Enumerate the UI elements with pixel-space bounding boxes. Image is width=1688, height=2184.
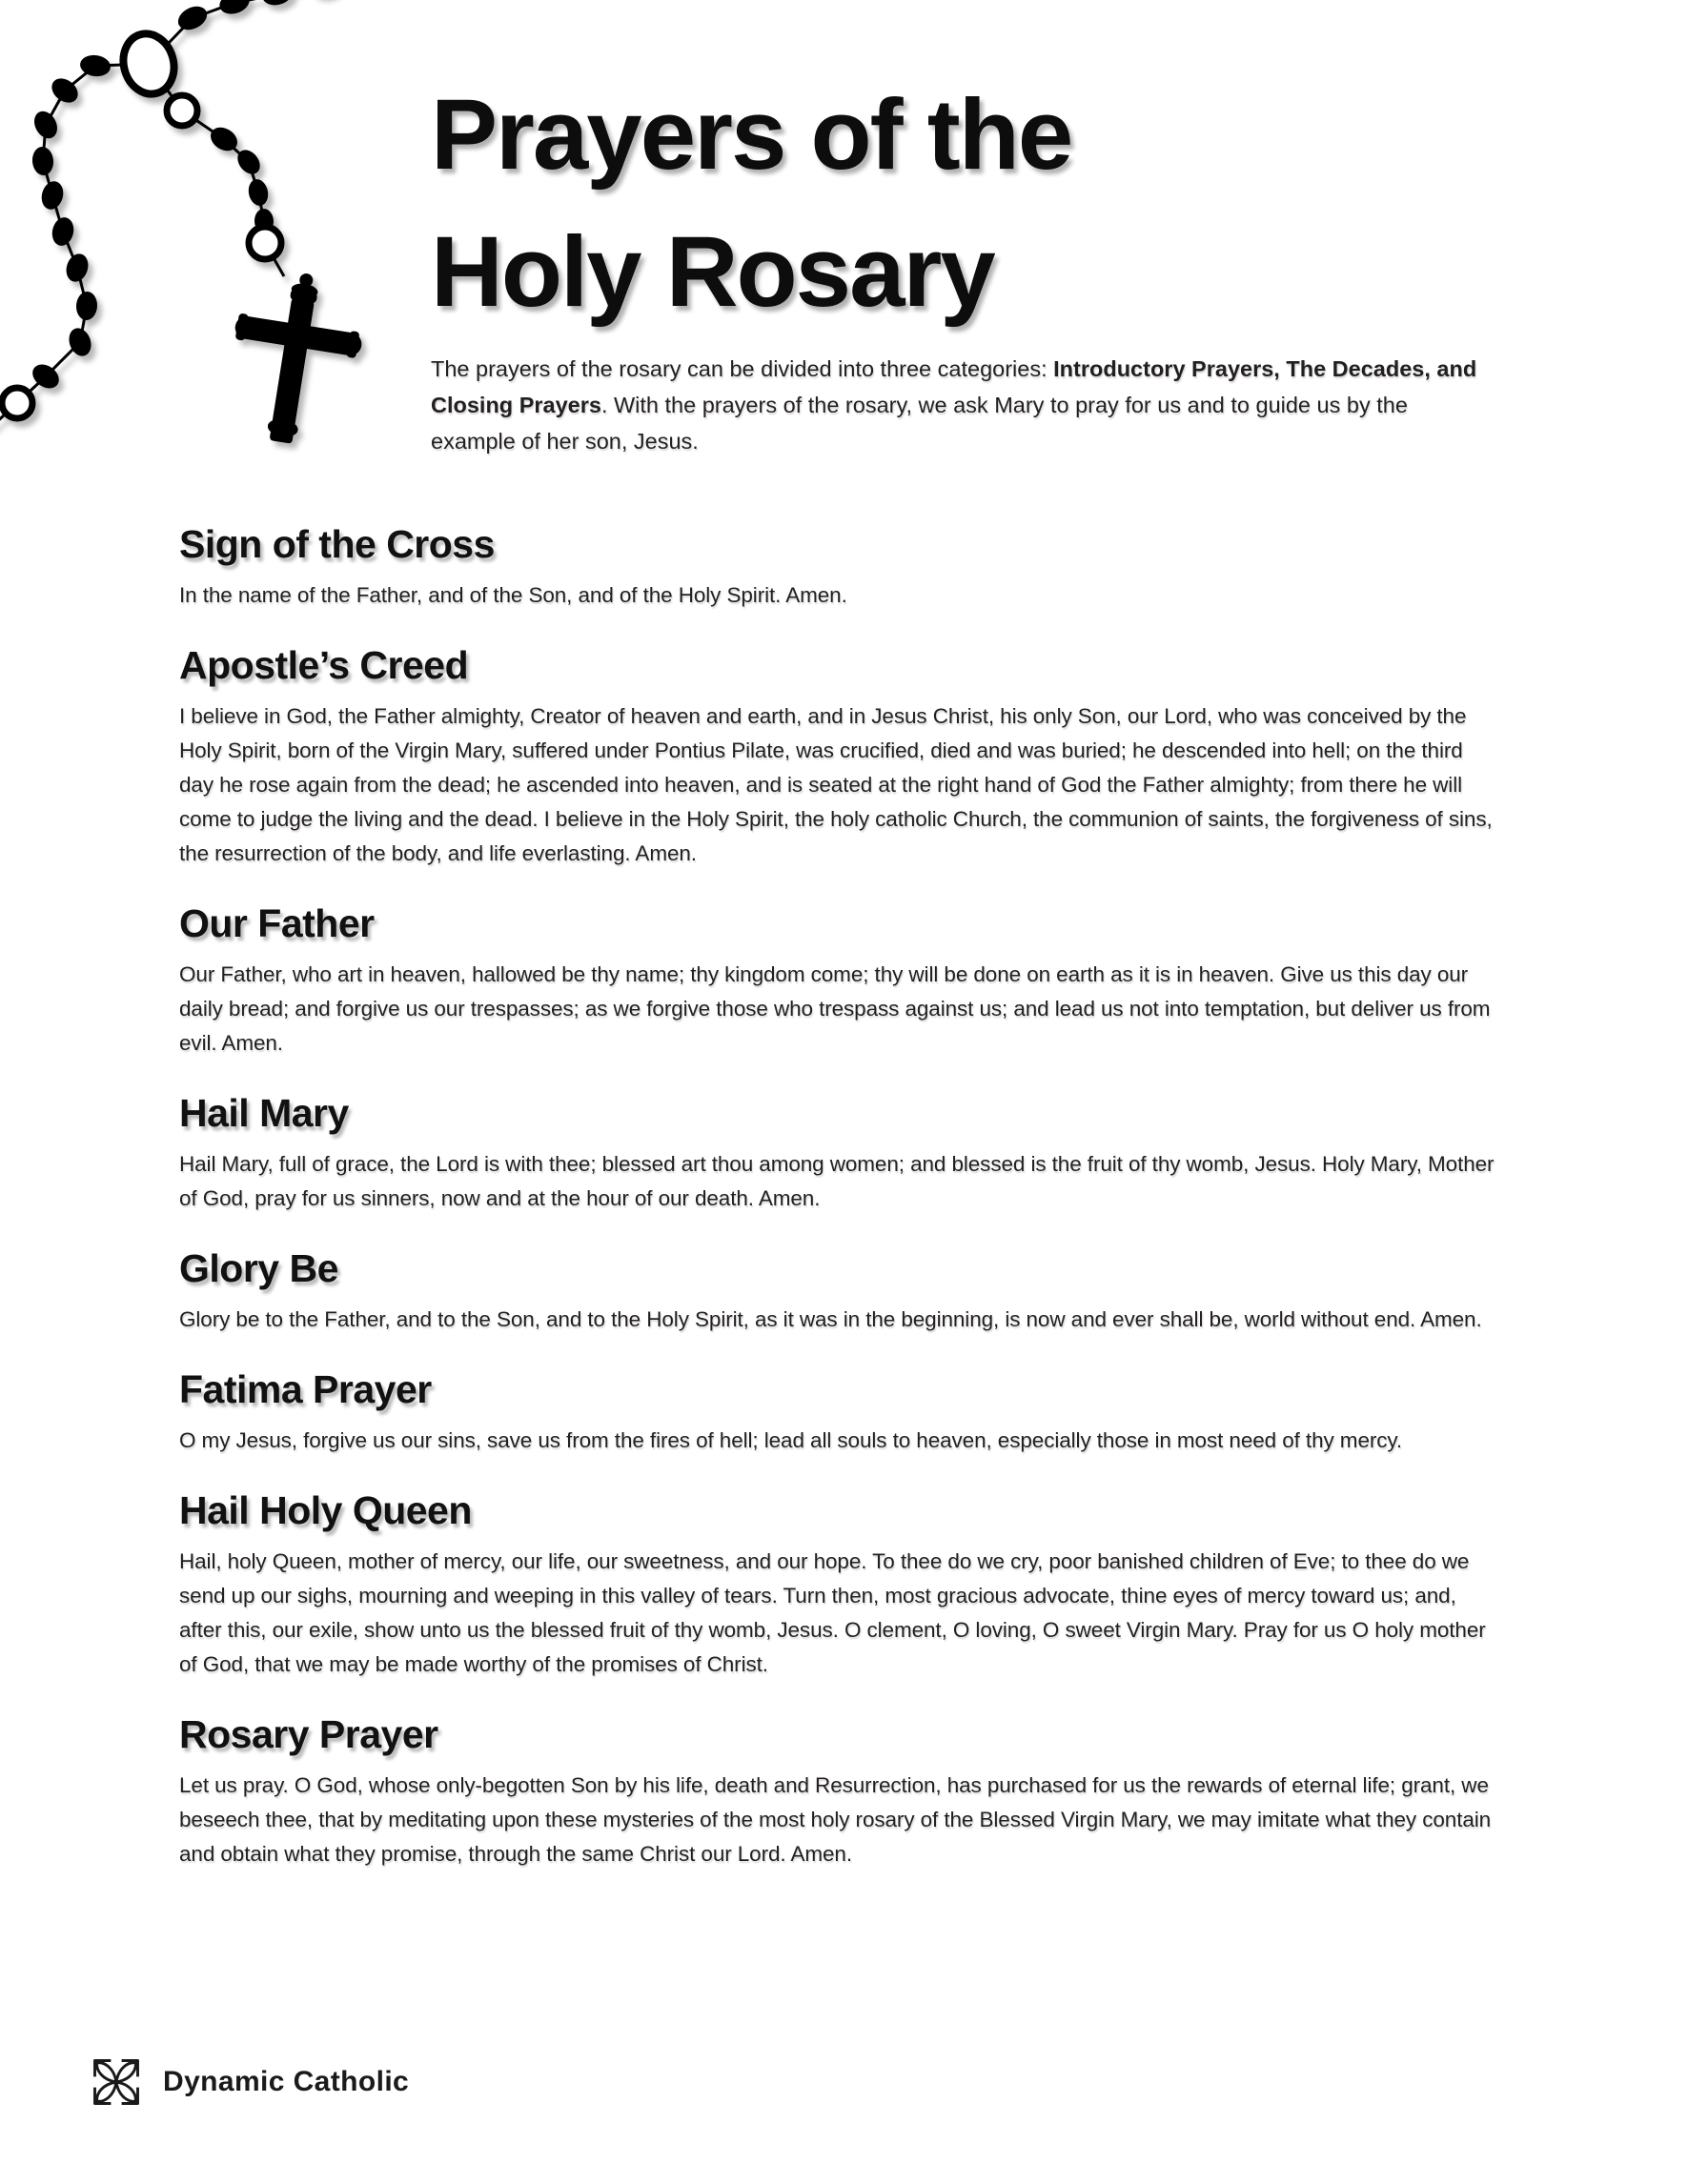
intro-text-bold: Introductory Prayers, The Decades, and Closing Prayers (431, 356, 1477, 418)
page-header (431, 67, 1479, 341)
intro-text-pre: The prayers of the rosary can be divided into three categories: (431, 356, 1054, 381)
page-title-line1: Prayers of the (431, 79, 1072, 191)
prayer-section (179, 901, 1498, 1061)
section-body: In the name of the Father, and of the Son, and of the Holy Spirit. Amen. (179, 583, 847, 607)
section-body: O my Jesus, forgive us our sins, save us from the fires of hell; lead all souls to heaven, especially those in most need of thy mercy. (179, 1428, 1403, 1452)
rosary-marker-beads (2, 28, 281, 418)
prayer-section (179, 1712, 1498, 1871)
crucifix-icon (218, 264, 371, 453)
prayer-sections (179, 522, 1498, 1877)
section-body: Hail Mary, full of grace, the Lord is with thee; blessed art thou among women; and blessed is the fruit of thy womb, Jesus. Holy Mary, Mother of God, pray for us sinners, now and at the hour of our death. Amen. (179, 1152, 1495, 1210)
section-heading: Glory Be (179, 1246, 338, 1290)
dynamic-catholic-logo-icon (91, 2056, 142, 2108)
page-footer (91, 2056, 409, 2108)
section-heading: Our Father (179, 901, 375, 945)
section-heading: Sign of the Cross (179, 522, 495, 566)
prayer-section (179, 643, 1498, 871)
prayer-section (179, 1488, 1498, 1682)
rosary-illustration (0, 0, 406, 475)
prayer-section (179, 1091, 1498, 1216)
section-heading: Hail Mary (179, 1091, 349, 1135)
brand-name: Dynamic Catholic (163, 2066, 410, 2097)
intro-paragraph (431, 351, 1479, 459)
section-heading: Fatima Prayer (179, 1367, 432, 1411)
intro-text-post: . With the prayers of the rosary, we ask Mary to pray for us and to guide us by the example of her son, Jesus. (431, 393, 1408, 455)
section-heading: Rosary Prayer (179, 1712, 438, 1756)
prayer-section (179, 1246, 1498, 1337)
prayer-section (179, 522, 1498, 613)
page-title-line2: Holy Rosary (431, 215, 994, 328)
section-body: Hail, holy Queen, mother of mercy, our life, our sweetness, and our hope. To thee do we cry, poor banished children of Eve; to thee do we send up our sighs, mourning and weeping in this valley of tears. Turn then, most gracious advocate, thine eyes of mercy toward us; and, after this, our exile, show unto us the blessed fruit of thy womb, Jesus. O clement, O loving, O sweet Virgin Mary. Pray for us O holy mother of God, that we may be made worthy of the promises of Christ. (179, 1549, 1486, 1676)
section-body: Glory be to the Father, and to the Son, and to the Holy Spirit, as it was in the beginning, is now and ever shall be, world without end. Amen. (179, 1307, 1482, 1331)
section-body: Our Father, who art in heaven, hallowed be thy name; thy kingdom come; thy will be done on earth as it is in heaven. Give us this day our daily bread; and forgive us our trespasses; as we forgive those who trespass against us; and lead us not into temptation, but deliver us from evil. Amen. (179, 962, 1491, 1055)
section-heading: Hail Holy Queen (179, 1488, 472, 1532)
prayer-section (179, 1367, 1498, 1458)
page-title (431, 67, 1479, 341)
section-body: I believe in God, the Father almighty, Creator of heaven and earth, and in Jesus Christ, his only Son, our Lord, who was conceived by the Holy Spirit, born of the Virgin Mary, suffered under Pontius Pilate, was crucified, died and was buried; he descended into hell; on the third day he rose again from the dead; he ascended into heaven, and is seated at the right hand of God the Father almighty; from there he will come to judge the living and the dead. I believe in the Holy Spirit, the holy catholic Church, the communion of saints, the forgiveness of sins, the resurrection of the body, and life everlasting. Amen. (179, 704, 1493, 865)
section-body: Let us pray. O God, whose only-begotten Son by his life, death and Resurrection, has purchased for us the rewards of eternal life; grant, we beseech thee, that by meditating upon these mysteries of the most holy rosary of the Blessed Virgin Mary, we may imitate what they contain and obtain what they promise, through the same Christ our Lord. Amen. (179, 1773, 1492, 1866)
section-heading: Apostle’s Creed (179, 643, 469, 687)
